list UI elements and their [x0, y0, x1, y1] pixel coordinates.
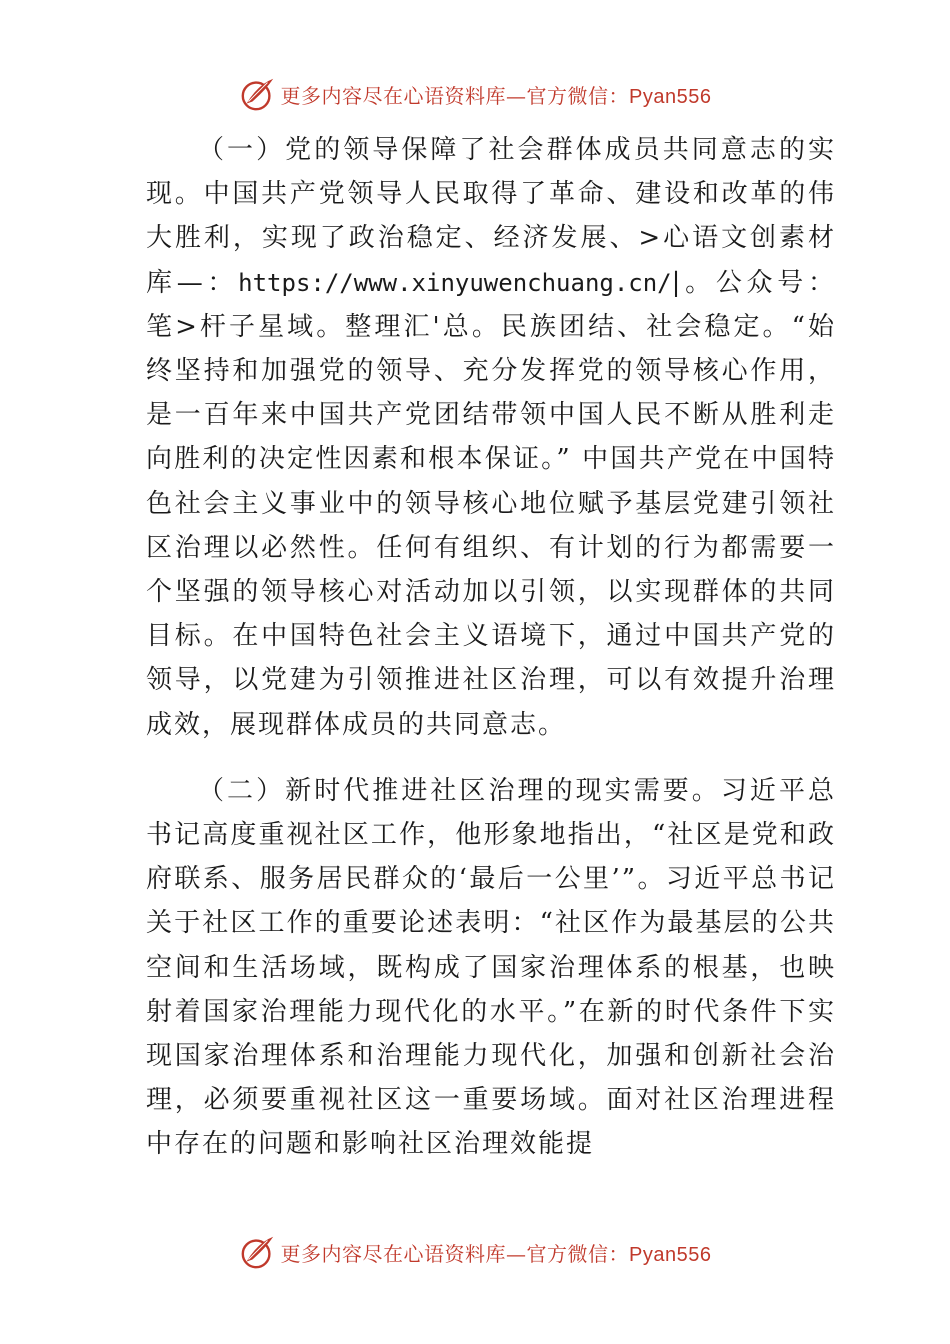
header-banner	[0, 72, 950, 116]
footer-banner-wechat-id: Pyan556	[629, 1243, 712, 1266]
paragraph-1-part-2: |。公众号：笔>杆子星域。整理汇'总。民族团结、社会稳定。“始终坚持和加强党的领导、充分发挥党的领导核心作用，是一百年来中国共产党团结带领中国人民不断从胜利走向胜利的决定性因素和根本保证。” 中国共产党在中国特色社会主义事业中的领导核心地位赋予基层党建引领社区治理以必然性。任何有组织、有计划的行为都需要一个坚强的领导核心对活动加以引领，以实现群体的共同目标。在中国特色社会主义语境下，通过中国共产党的领导，以党建为引领推进社区治理，可以有效提升治理成效，展现群体成员的共同意志。	[146, 267, 836, 740]
paragraph-1	[146, 128, 836, 747]
paragraph-1-part-1: （一）党的领导保障了社会群体成员共同意志的实现。中国共产党领导人民取得了革命、建设和改革的伟大胜利，实现了政治稳定、经济发展、>心语文创素材库—：	[146, 135, 836, 298]
header-banner-wechat-id: Pyan556	[629, 85, 712, 108]
header-banner-text	[281, 80, 712, 109]
feather-seal-logo	[239, 75, 277, 113]
footer-banner	[0, 1230, 950, 1274]
document-body	[146, 128, 836, 1167]
feather-seal-logo	[239, 1233, 277, 1271]
footer-banner-text	[281, 1238, 712, 1267]
header-banner-main: 更多内容尽在心语资料库—官方微信：	[280, 83, 630, 108]
footer-banner-main: 更多内容尽在心语资料库—官方微信：	[280, 1241, 630, 1266]
paragraph-1-url: https://www.xinyuwenchuang.cn/	[238, 268, 672, 297]
paragraph-2: （二）新时代推进社区治理的现实需要。习近平总书记高度重视社区工作，他形象地指出，“社区是党和政府联系、服务居民群众的‘最后一公里’”。习近平总书记关于社区工作的重要论述表明：“社区作为最基层的公共空间和生活场域，既构成了国家治理体系的根基，也映射着国家治理能力现代化的水平。”在新的时代条件下实现国家治理体系和治理能力现代化，加强和创新社会治理，必须要重视社区这一重要场域。面对社区治理进程中存在的问题和影响社区治理效能提	[146, 775, 836, 1160]
